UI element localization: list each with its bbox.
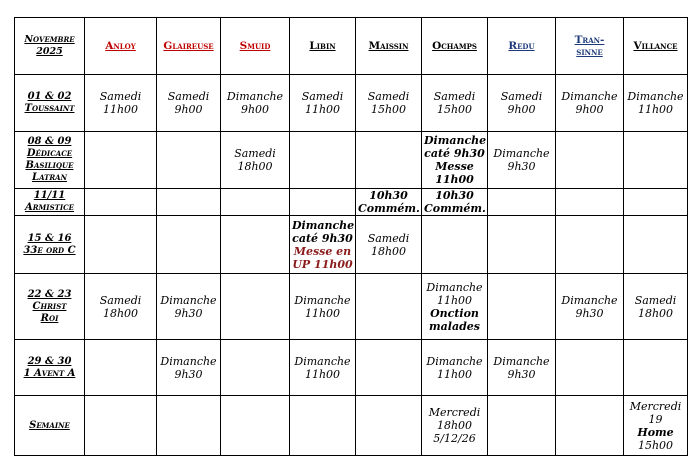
- table-cell: [556, 132, 624, 189]
- row-header: Semaine: [15, 396, 85, 456]
- table-cell: [488, 216, 556, 274]
- table-cell: Dimanche 11h00: [290, 274, 356, 340]
- row-header: 01 & 02 Toussaint: [15, 75, 85, 132]
- table-cell: [556, 396, 624, 456]
- table-cell: [290, 132, 356, 189]
- table-row: [15, 216, 688, 274]
- table-cell: [488, 396, 556, 456]
- table-cell: Dimanche 11h00 Onction malades: [422, 274, 488, 340]
- col-header-anloy: Anloy: [85, 18, 157, 75]
- table-cell: [356, 396, 422, 456]
- table-cell: Dimanche 9h30: [488, 132, 556, 189]
- table-cell: Mercredi 19 Home 15h00: [624, 396, 688, 456]
- table-cell: [556, 189, 624, 216]
- row-header: 08 & 09 Dédicace Basilique Latran: [15, 132, 85, 189]
- col-header-glaireuse: Glaireuse: [157, 18, 221, 75]
- table-cell: [624, 340, 688, 396]
- col-header-smuid: Smuid: [221, 18, 290, 75]
- table-cell: [85, 132, 157, 189]
- table-cell: [221, 274, 290, 340]
- table-row: [15, 75, 688, 132]
- col-header-redu: Redu: [488, 18, 556, 75]
- table-cell: Mercredi 18h00 5/12/26: [422, 396, 488, 456]
- table-row: [15, 340, 688, 396]
- table-row: [15, 274, 688, 340]
- table-cell: Dimanche 9h30: [556, 274, 624, 340]
- row-header: 11/11 Armistice: [15, 189, 85, 216]
- table-cell: [356, 132, 422, 189]
- table-cell: [422, 216, 488, 274]
- table-cell: [356, 340, 422, 396]
- table-cell: Dimanche 11h00: [422, 340, 488, 396]
- col-header-transinne: Tran- sinne: [556, 18, 624, 75]
- row-header: 29 & 30 1 Avent A: [15, 340, 85, 396]
- table-cell: Samedi 18h00: [624, 274, 688, 340]
- table-cell: [221, 216, 290, 274]
- table-cell: [85, 396, 157, 456]
- table-cell: [221, 189, 290, 216]
- table-row: [15, 132, 688, 189]
- table-cell: Dimanche 9h00: [556, 75, 624, 132]
- table-cell: Samedi 18h00: [221, 132, 290, 189]
- table-row: [15, 396, 688, 456]
- table-cell: Samedi 9h00: [157, 75, 221, 132]
- table-cell: [85, 340, 157, 396]
- row-header: 15 & 16 33e ord C: [15, 216, 85, 274]
- col-header-ochamps: Ochamps: [422, 18, 488, 75]
- col-header-villance: Villance: [624, 18, 688, 75]
- table-cell: Dimanche 9h30: [157, 340, 221, 396]
- row-header: 22 & 23 Christ Roi: [15, 274, 85, 340]
- table-cell: [221, 396, 290, 456]
- table-cell: [157, 216, 221, 274]
- table-cell: Dimanche caté 9h30 Messe en UP 11h00: [290, 216, 356, 274]
- table-cell: 10h30 Commém.: [422, 189, 488, 216]
- header-row: [15, 18, 688, 75]
- table-cell: [85, 189, 157, 216]
- table-cell: [556, 340, 624, 396]
- table-cell: Samedi 18h00: [356, 216, 422, 274]
- table-cell: [488, 189, 556, 216]
- table-cell: Samedi 15h00: [356, 75, 422, 132]
- table-cell: [290, 396, 356, 456]
- table-cell: 10h30 Commém.: [356, 189, 422, 216]
- table-cell: Dimanche 9h30: [157, 274, 221, 340]
- table-cell: Dimanche 11h00: [290, 340, 356, 396]
- table-cell: [157, 132, 221, 189]
- table-cell: Samedi 11h00: [290, 75, 356, 132]
- table-cell: Dimanche 11h00: [624, 75, 688, 132]
- table-cell: Dimanche 9h00: [221, 75, 290, 132]
- table-cell: [85, 216, 157, 274]
- table-cell: Samedi 18h00: [85, 274, 157, 340]
- table-cell: [221, 340, 290, 396]
- table-cell: [290, 189, 356, 216]
- table-cell: Samedi 15h00: [422, 75, 488, 132]
- table-row: [15, 189, 688, 216]
- table-cell: [488, 274, 556, 340]
- table-cell: [157, 396, 221, 456]
- table-cell: [556, 216, 624, 274]
- table-cell: Samedi 11h00: [85, 75, 157, 132]
- corner-header: Novembre 2025: [15, 18, 85, 75]
- table-cell: Dimanche caté 9h30 Messe 11h00: [422, 132, 488, 189]
- col-header-maissin: Maissin: [356, 18, 422, 75]
- table-cell: [624, 216, 688, 274]
- col-header-libin: Libin: [290, 18, 356, 75]
- table-cell: Samedi 9h00: [488, 75, 556, 132]
- mass-schedule-table: [14, 17, 688, 456]
- table-cell: [624, 189, 688, 216]
- table-cell: [624, 132, 688, 189]
- table-cell: [356, 274, 422, 340]
- table-cell: Dimanche 9h30: [488, 340, 556, 396]
- table-cell: [157, 189, 221, 216]
